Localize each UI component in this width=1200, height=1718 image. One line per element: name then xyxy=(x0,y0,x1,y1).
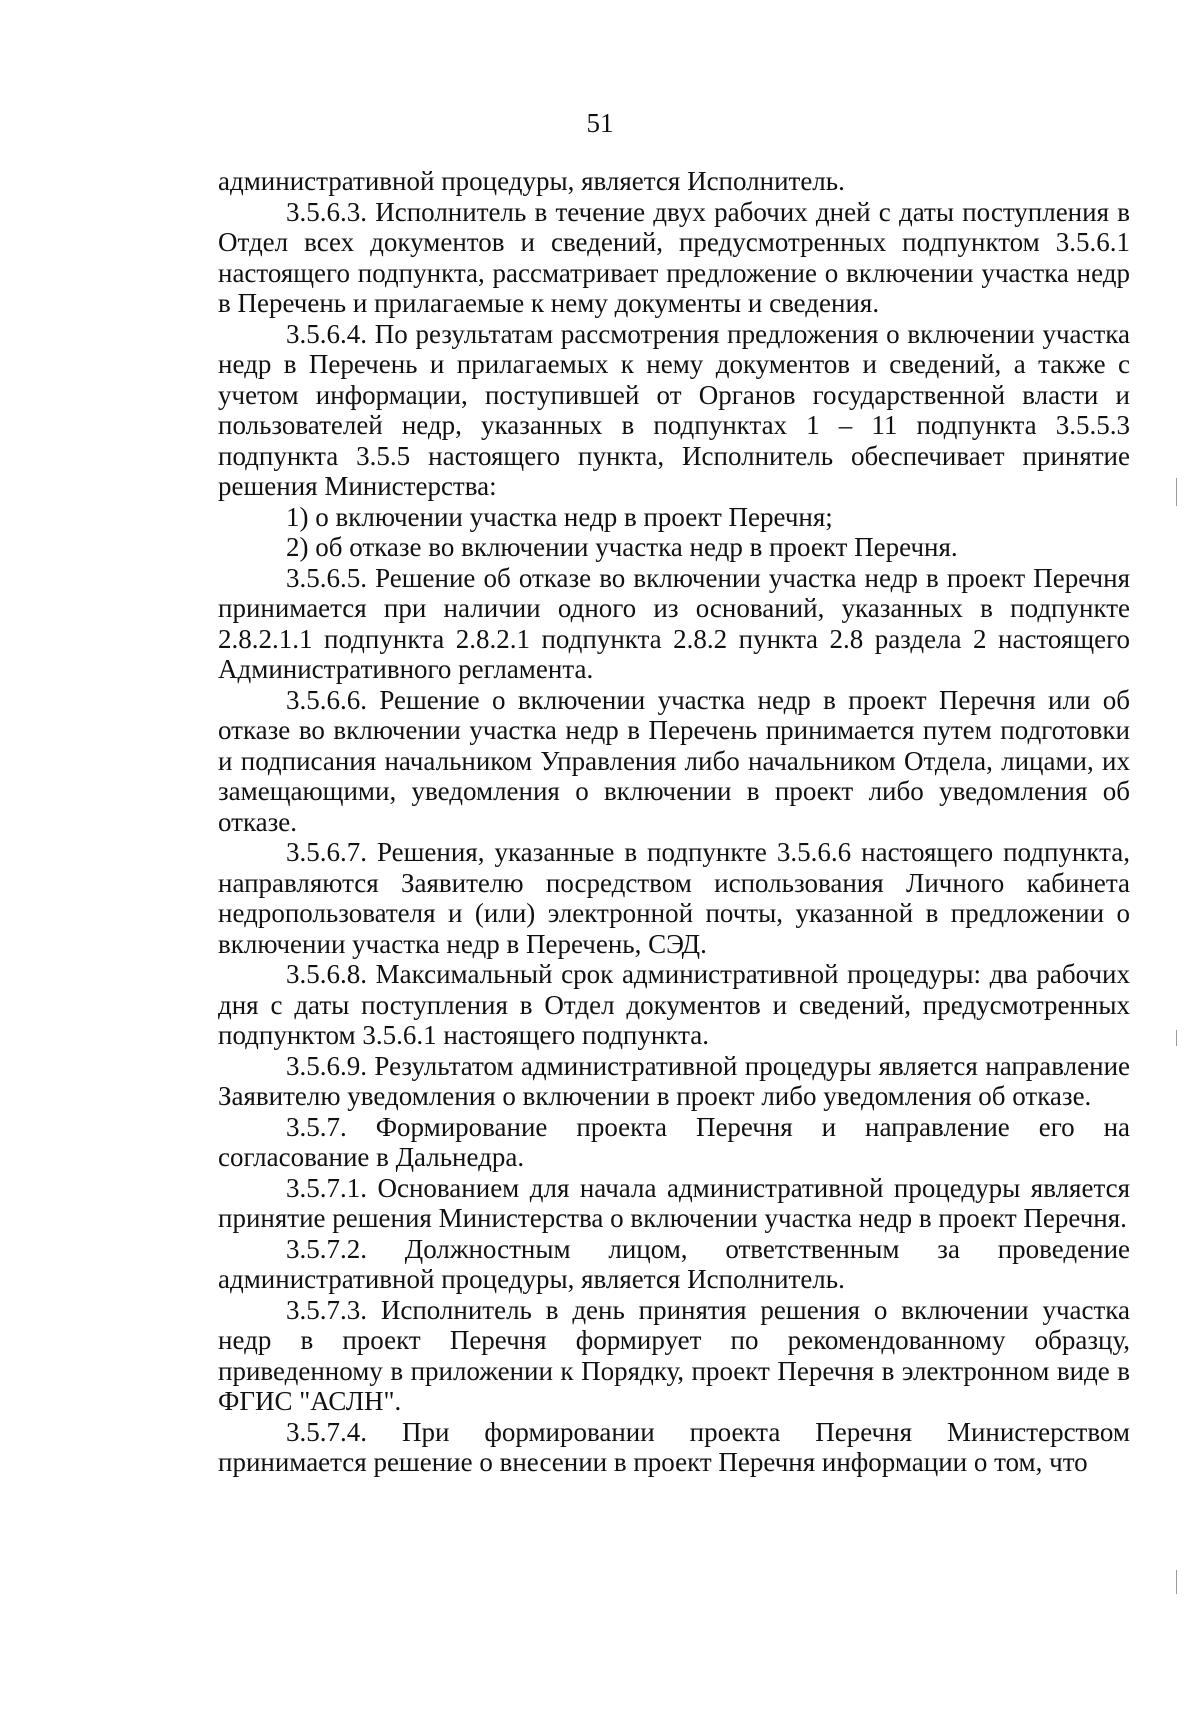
paragraph-3-5-7-3: 3.5.7.3. Исполнитель в день принятия решения о включении участка недр в проект Перечня формирует по рекомендованному образцу, приведенному в приложении к Порядку, проект Перечня в электронном виде в ФГИС "АСЛН". xyxy=(218,1294,1130,1416)
paragraph-3-5-7-2: 3.5.7.2. Должностным лицом, ответственным за проведение административной процедуры, является Исполнитель. xyxy=(218,1233,1130,1294)
list-item-1: 1) о включении участка недр в проект Перечня; xyxy=(286,501,833,532)
document-body xyxy=(218,166,1130,1478)
paragraph-3-5-6-9: 3.5.6.9. Результатом административной процедуры является направление Заявителю уведомления о включении в проект либо уведомления об отказе. xyxy=(218,1050,1130,1111)
paragraph-3-5-6-4: 3.5.6.4. По результатам рассмотрения предложения о включении участка недр в Перечень и прилагаемых к нему документов и сведений, а также с учетом информации, поступившей от Органов государственной власти и пользователей недр, указанных в подпунктах 1 – 11 подпункта 3.5.5.3 подпункта 3.5.5 настоящего пункта, Исполнитель обеспечивает принятие решения Министерства: xyxy=(218,318,1130,501)
paragraph-3-5-7-1: 3.5.7.1. Основанием для начала административной процедуры является принятие решения Министерства о включении участка недр в проект Перечня. xyxy=(218,1172,1130,1233)
scan-mark-lower xyxy=(1176,1570,1177,1594)
paragraph-3-5-6-8: 3.5.6.8. Максимальный срок административной процедуры: два рабочих дня с даты поступления в Отдел документов и сведений, предусмотренных подпунктом 3.5.6.1 настоящего подпункта. xyxy=(218,959,1130,1050)
paragraph-3-5-6-5: 3.5.6.5. Решение об отказе во включении участка недр в проект Перечня принимается при наличии одного из оснований, указанных в подпункте 2.8.2.1.1 подпункта 2.8.2.1 подпункта 2.8.2 пункта 2.8 раздела 2 настоящего Административного регламента. xyxy=(218,562,1130,684)
paragraph-3-5-6-3: 3.5.6.3. Исполнитель в течение двух рабочих дней с даты поступления в Отдел всех документов и сведений, предусмотренных подпунктом 3.5.6.1 настоящего подпункта, рассматривает предложение о включении участка недр в Перечень и прилагаемые к нему документы и сведения. xyxy=(218,196,1130,318)
paragraph-3-5-7-4: 3.5.7.4. При формировании проекта Перечня Министерством принимается решение о внесении в проект Перечня информации о том, что xyxy=(218,1416,1130,1477)
scan-mark-upper xyxy=(1176,478,1177,506)
paragraph-3-5-6-6: 3.5.6.6. Решение о включении участка недр в проект Перечня или об отказе во включении участка недр в Перечень принимается путем подготовки и подписания начальником Управления либо начальником Отдела, лицами, их замещающими, уведомления о включении в проект либо уведомления об отказе. xyxy=(218,684,1130,837)
scan-mark-middle xyxy=(1176,1030,1177,1046)
list-item-2: 2) об отказе во включении участка недр в проект Перечня. xyxy=(286,532,958,562)
paragraph-3-5-7: 3.5.7. Формирование проекта Перечня и направление его на согласование в Дальнедра. xyxy=(218,1111,1130,1172)
paragraph-3-5-6-7: 3.5.6.7. Решения, указанные в подпункте 3.5.6.6 настоящего подпункта, направляются Заявителю посредством использования Личного кабинета недропользователя и (или) электронной почты, указанной в предложении о включении участка недр в Перечень, СЭД. xyxy=(218,837,1130,959)
page-number: 51 xyxy=(586,108,614,138)
paragraph-continuation: административной процедуры, является Исполнитель. xyxy=(218,166,845,196)
